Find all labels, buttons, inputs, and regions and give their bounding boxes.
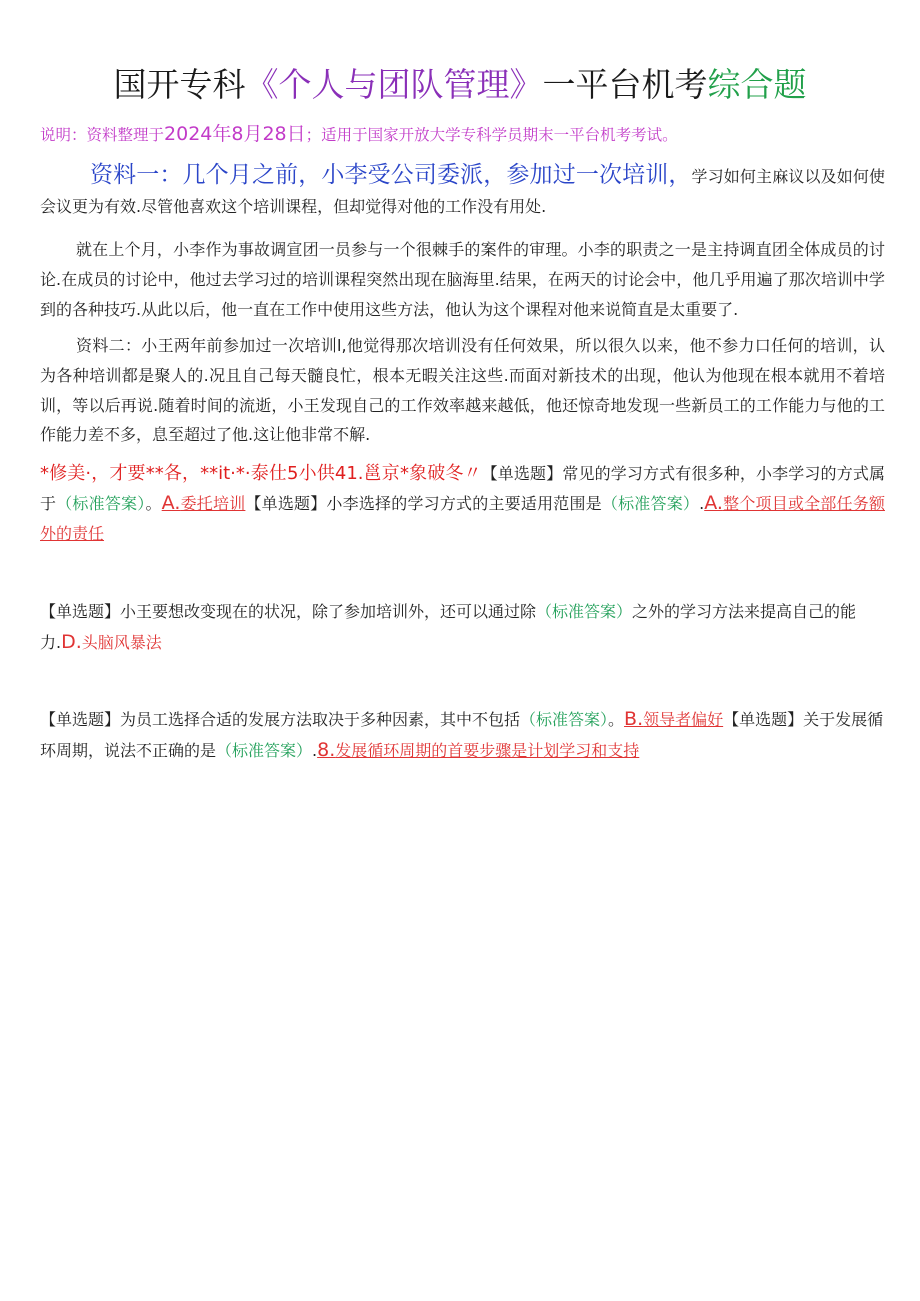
question-5-text: 【单选题】关于发展循环周期，说法不正确的是 xyxy=(40,710,884,760)
question-5-sep: . xyxy=(312,741,318,760)
question-1-standard-answer-label: （标准答案） xyxy=(56,493,146,513)
question-2-answer-text: 整个项目或全部任务额外的责任 xyxy=(40,493,885,543)
question-2-answer-letter: A. xyxy=(704,491,723,514)
question-5-answer-letter: 8. xyxy=(317,739,336,761)
question-4-text: 【单选题】为员工选择合适的发展方法取决于多种因素，其中不包括 xyxy=(40,710,521,729)
title-course-name: 《个人与团队管理》 xyxy=(245,65,543,104)
questions-block-1 xyxy=(40,459,885,548)
question-1-answer-letter: A. xyxy=(161,491,181,514)
note-prefix: 说明：资料整理于 xyxy=(40,126,165,144)
material-one-continued: 就在上个月，小李作为事故调宣团一员参与一个很棘手的案件的审理。小李的职责之一是主持调直团全体成员的讨论.在成员的讨论中，他过去学习过的培训课程突然出现在脑海里.结果，在两天的讨论会中，他几乎用遍了那次培训中学到的各种技巧.从此以后，他一直在工作中使用这些方法，他认为这个课程对他来说简直是太重要了. xyxy=(40,240,885,319)
question-3-answer-letter: D. xyxy=(61,631,82,653)
question-4-answer-text: 领导者偏好 xyxy=(643,710,724,729)
title-part-4: 综合题 xyxy=(707,65,807,104)
question-1-answer-text: 委托培训 xyxy=(180,493,246,513)
question-3-block xyxy=(40,597,885,658)
question-3-standard-answer-label: （标准答案） xyxy=(536,602,633,621)
question-3-answer-text: 头脑风暴法 xyxy=(81,633,162,652)
note-line xyxy=(40,122,890,147)
question-4-sep: 。 xyxy=(608,710,625,729)
title-part-3: 一平台机考 xyxy=(542,65,708,104)
note-suffix: ；适用于国家开放大学专科学员期末一平台机考考试。 xyxy=(305,126,678,144)
question-4-standard-answer-label: （标准答案） xyxy=(520,710,609,729)
note-date: 2024年8月28日 xyxy=(164,123,306,145)
title-part-1: 国开专科 xyxy=(113,65,246,104)
question-1-sep: 。 xyxy=(145,493,162,513)
garbled-text: *修美·，才要**各，**it·*·泰仕5小供41.邕京*象破冬〃 xyxy=(40,463,482,484)
question-5-answer-text: 发展循环周期的首要步骤是计划学习和支持 xyxy=(335,741,640,760)
question-5-answer xyxy=(317,741,639,760)
material-one-text: 学习如何主麻议以及如何使会议更为有效.尽管他喜欢这个培训课程，但却觉得对他的工作没有用处. xyxy=(40,167,885,216)
question-4-answer xyxy=(624,710,723,729)
page-title xyxy=(0,62,920,108)
material-two-paragraph: 资料二：小王两年前参加过一次培训l,他觉得那次培训没有任何效果，所以很久以来，他不参力口任何的培训，认为各种培训都是聚人的.况且自己每天髓良忙，根本无暇关注这些.而面对新技术的出现，他认为他现在根本就用不着培训，等以后再说.随着时间的流逝，小王发现自己的工作效率越来越低，他还惊奇地发现一些新员工的工作能力与他的工作能力差不多，息至超过了他.这让他非常不解. xyxy=(40,336,885,445)
question-3-answer xyxy=(61,633,162,652)
question-1-answer xyxy=(161,491,246,514)
question-2-text: 【单选题】小李选择的学习方式的主要适用范围是 xyxy=(245,493,602,513)
question-3-suffix: 之外的学习方法来提高自己的能力. xyxy=(40,602,857,652)
material-one-lead: 资料一：几个月之前，小李受公司委派，参加过一次培训， xyxy=(90,162,692,188)
question-1-text: 【单选题】常见的学习方式有很多种，小李学习的方式属于 xyxy=(40,464,885,513)
question-3-text: 【单选题】小王要想改变现在的状况，除了参加培训外，还可以通过除 xyxy=(40,602,537,621)
material-one-paragraph xyxy=(40,158,885,222)
question-4-block xyxy=(40,704,885,766)
question-2-sep: . xyxy=(699,493,705,513)
question-5-standard-answer-label: （标准答案） xyxy=(216,741,313,760)
question-4-answer-letter: B. xyxy=(624,708,644,730)
question-2-standard-answer-label: （标准答案） xyxy=(601,493,700,513)
